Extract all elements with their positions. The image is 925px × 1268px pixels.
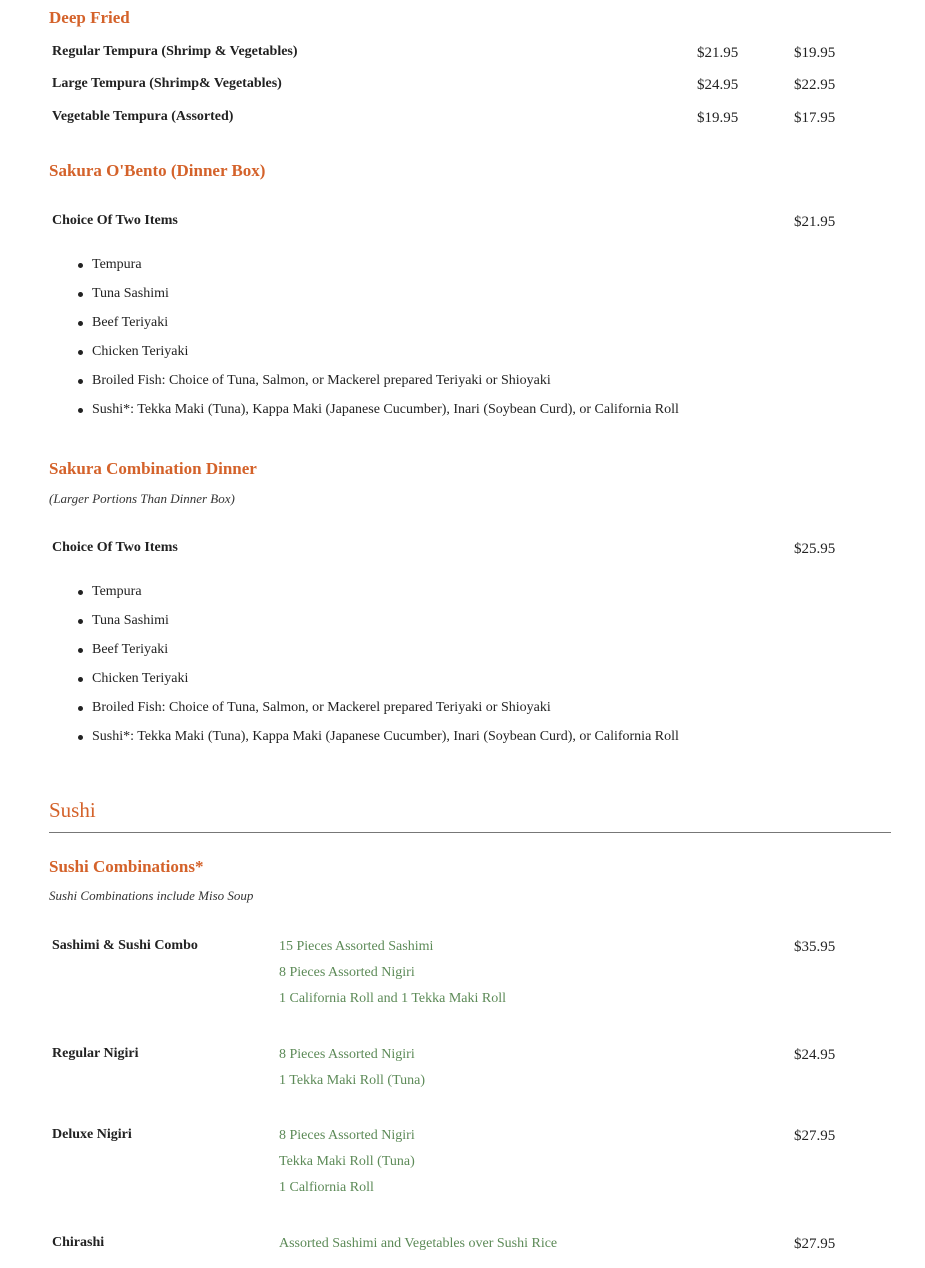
list-item: Chicken Teriyaki bbox=[78, 342, 679, 371]
menu-item-price: $21.95 bbox=[794, 214, 836, 230]
option-list bbox=[78, 582, 679, 756]
section-title-deep-fried: Deep Fried bbox=[49, 8, 130, 27]
description-line: 8 Pieces Assorted Nigiri bbox=[279, 965, 415, 980]
section-title-bento: Sakura O'Bento (Dinner Box) bbox=[49, 161, 266, 180]
divider bbox=[49, 832, 891, 833]
menu-item-name: Choice Of Two Items bbox=[52, 213, 178, 228]
menu-item-description bbox=[279, 1045, 425, 1097]
list-item: Tuna Sashimi bbox=[78, 611, 679, 640]
section-note: (Larger Portions Than Dinner Box) bbox=[49, 491, 235, 506]
menu-item-price: $21.95 bbox=[697, 45, 739, 61]
menu-item-name: Choice Of Two Items bbox=[52, 540, 178, 555]
option-list bbox=[78, 255, 679, 429]
menu-item-price: $25.95 bbox=[794, 541, 836, 557]
section-title-sushi-combinations: Sushi Combinations* bbox=[49, 857, 204, 876]
list-item: Tempura bbox=[78, 255, 679, 284]
section-note: Sushi Combinations include Miso Soup bbox=[49, 888, 254, 903]
menu-item-name: Regular Nigiri bbox=[52, 1046, 139, 1061]
description-line: Assorted Sashimi and Vegetables over Sushi Rice bbox=[279, 1236, 558, 1251]
list-item: Tempura bbox=[78, 582, 679, 611]
list-item: Sushi*: Tekka Maki (Tuna), Kappa Maki (Japanese Cucumber), Inari (Soybean Curd), or California Roll bbox=[78, 727, 679, 756]
menu-item-name: Large Tempura (Shrimp& Vegetables) bbox=[52, 76, 282, 91]
menu-item-name: Deluxe Nigiri bbox=[52, 1127, 132, 1142]
menu-item-price: $27.95 bbox=[794, 1128, 836, 1144]
description-line: 1 Calfiornia Roll bbox=[279, 1180, 374, 1195]
description-line: 8 Pieces Assorted Nigiri bbox=[279, 1128, 415, 1143]
menu-item-name: Chirashi bbox=[52, 1235, 105, 1250]
menu-item-price: $17.95 bbox=[794, 110, 836, 126]
list-item: Broiled Fish: Choice of Tuna, Salmon, or Mackerel prepared Teriyaki or Shioyaki bbox=[78, 698, 679, 727]
menu-item-name: Sashimi & Sushi Combo bbox=[52, 938, 198, 953]
menu-item-description bbox=[279, 1234, 557, 1260]
list-item: Sushi*: Tekka Maki (Tuna), Kappa Maki (Japanese Cucumber), Inari (Soybean Curd), or California Roll bbox=[78, 400, 679, 429]
description-line: 15 Pieces Assorted Sashimi bbox=[279, 939, 434, 954]
menu-item-price: $24.95 bbox=[794, 1047, 836, 1063]
category-title-sushi: Sushi bbox=[49, 798, 96, 822]
list-item: Broiled Fish: Choice of Tuna, Salmon, or Mackerel prepared Teriyaki or Shioyaki bbox=[78, 371, 679, 400]
list-item: Beef Teriyaki bbox=[78, 313, 679, 342]
menu-item-price: $19.95 bbox=[794, 45, 836, 61]
list-item: Tuna Sashimi bbox=[78, 284, 679, 313]
menu-item-name: Vegetable Tempura (Assorted) bbox=[52, 109, 234, 124]
menu-item-description bbox=[279, 937, 506, 1015]
menu-item-name: Regular Tempura (Shrimp & Vegetables) bbox=[52, 44, 298, 59]
menu-item-price: $22.95 bbox=[794, 77, 836, 93]
list-item: Beef Teriyaki bbox=[78, 640, 679, 669]
list-item: Chicken Teriyaki bbox=[78, 669, 679, 698]
menu-item-price: $19.95 bbox=[697, 110, 739, 126]
description-line: 1 California Roll and 1 Tekka Maki Roll bbox=[279, 991, 507, 1006]
menu-item-price: $35.95 bbox=[794, 939, 836, 955]
menu-item-description bbox=[279, 1126, 415, 1204]
description-line: 8 Pieces Assorted Nigiri bbox=[279, 1047, 415, 1062]
menu-item-price: $24.95 bbox=[697, 77, 739, 93]
menu-item-price: $27.95 bbox=[794, 1236, 836, 1252]
description-line: Tekka Maki Roll (Tuna) bbox=[279, 1154, 415, 1169]
section-title-combination-dinner: Sakura Combination Dinner bbox=[49, 459, 257, 478]
description-line: 1 Tekka Maki Roll (Tuna) bbox=[279, 1073, 426, 1088]
